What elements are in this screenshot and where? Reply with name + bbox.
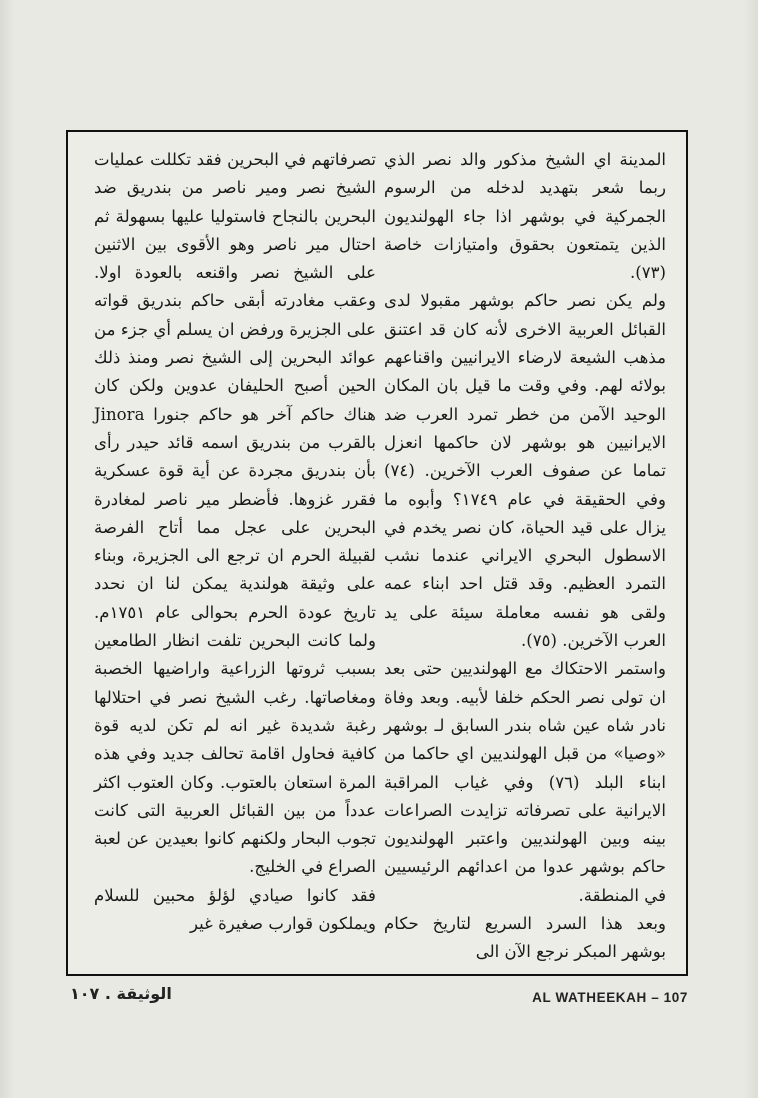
paragraph: فقد كانوا صيادي لؤلؤ محبين للسلام ويملكون قوارب صغيرة غير [94, 885, 376, 934]
article-frame [66, 130, 688, 976]
paragraph: تصرفاتهم في البحرين فقد تكللت عمليات الشيخ نصر ومير ناصر من بندريق ضد البحرين بالنجاح فاستوليا عليها بسهولة ثم احتال مير ناصر وهو الأقوى بين الاثنين على الشيخ نصر واقنعه بالعودة اولا. وعقب مغادرته أبقى حاكم بندريق قواته على الجزيرة ورفض ان يسلم أي جزء من عوائد البحرين إلى الشيخ نصر ومنذ ذلك الحين أصبح الحليفان عدوين ولكن كان هناك حاكم آخر هو حاكم جنورا Jinora بالقرب من بندريق اسمه قائد حيدر رأى بأن بندريق مجردة عن أية قوة عسكرية فقرر غزوها. فأضطر مير ناصر لمغادرة البحرين على عجل مما أتاح الفرصة لقبيلة الحرم ان ترجع الى الجزيرة، وبناء على وثيقة هولندية يمكن لنا ان نحدد تاريخ عودة الحرم بحوالى عام ١٧٥١م. ولما كانت البحرين تلفت انظار الطامعين بسبب ثروتها الزراعية واراضيها الخصبة ومغاصاتها. رغب الشيخ نصر في احتلالها رغبة شديدة غير انه لم تكن لديه قوة كافية فحاول اقامة تحالف جديد وفي هذه المرة استعان بالعتوب. وكان العتوب اكثر عدداً من بين القبائل العربية التى كانت تجوب البحار ولكنهم كانوا بعيدين عن لعبة الصراع في الخليج. [94, 150, 376, 877]
article-column-right [384, 146, 666, 967]
footer-english-page-label: AL WATHEEKAH – 107 [532, 990, 688, 1005]
paragraph: وبعد هذا السرد السريع لتاريخ حكام بوشهر المبكر نرجع الآن الى [384, 914, 666, 962]
footer-arabic-page-label: الوثيقة . ١٠٧ [70, 984, 172, 1003]
paragraph: واستمر الاحتكاك مع الهولنديين حتى بعد ان تولى نصر الحكم خلفا لأبيه. وبعد وفاة نادر شاه عين شاه بندر السابق لـ بوشهر «وصيا» من قبل الهولنديين اي حاكما من ابناء البلد (٧٦) وفي غياب المراقبة الايرانية على تصرفاته تزايدت الصراعات بينه وبين الهولنديين واعتبر الهولنديون حاكم بوشهر عدوا من اعدائهم الرئيسيين في المنطقة. [384, 659, 666, 905]
article-column-left [94, 146, 376, 938]
paragraph: ولم يكن نصر حاكم بوشهر مقبولا لدى القبائل العربية الاخرى لأنه كان قد اعتنق مذهب الشيعة لارضاء الايرانيين واقناعهم بولائه لهم. وفي وقت ما قيل بان المكان الوحيد الآمن من خطر تمرد العرب ضد الايرانيين هو بوشهر لان حاكمها انعزل تماما عن صفوف العرب الآخرين. (٧٤) وفي الحقيقة في عام ١٧٤٩؟ وأبوه ما يزال على قيد الحياة، كان نصر يخدم في الاسطول البحري الايراني عندما نشب التمرد العظيم. وقد قتل احد ابناء عمه ولقى هو نفسه معاملة سيئة على يد العرب الآخرين. (٧٥). [384, 291, 666, 651]
paragraph: المدينة اي الشيخ مذكور والد نصر الذي ربما شعر بتهديد لدخله من الرسوم الجمركية في بوشهر اذا جاء الهولنديون الذين يتمتعون بحقوق وامتيازات خاصة (٧٣). [384, 150, 666, 283]
